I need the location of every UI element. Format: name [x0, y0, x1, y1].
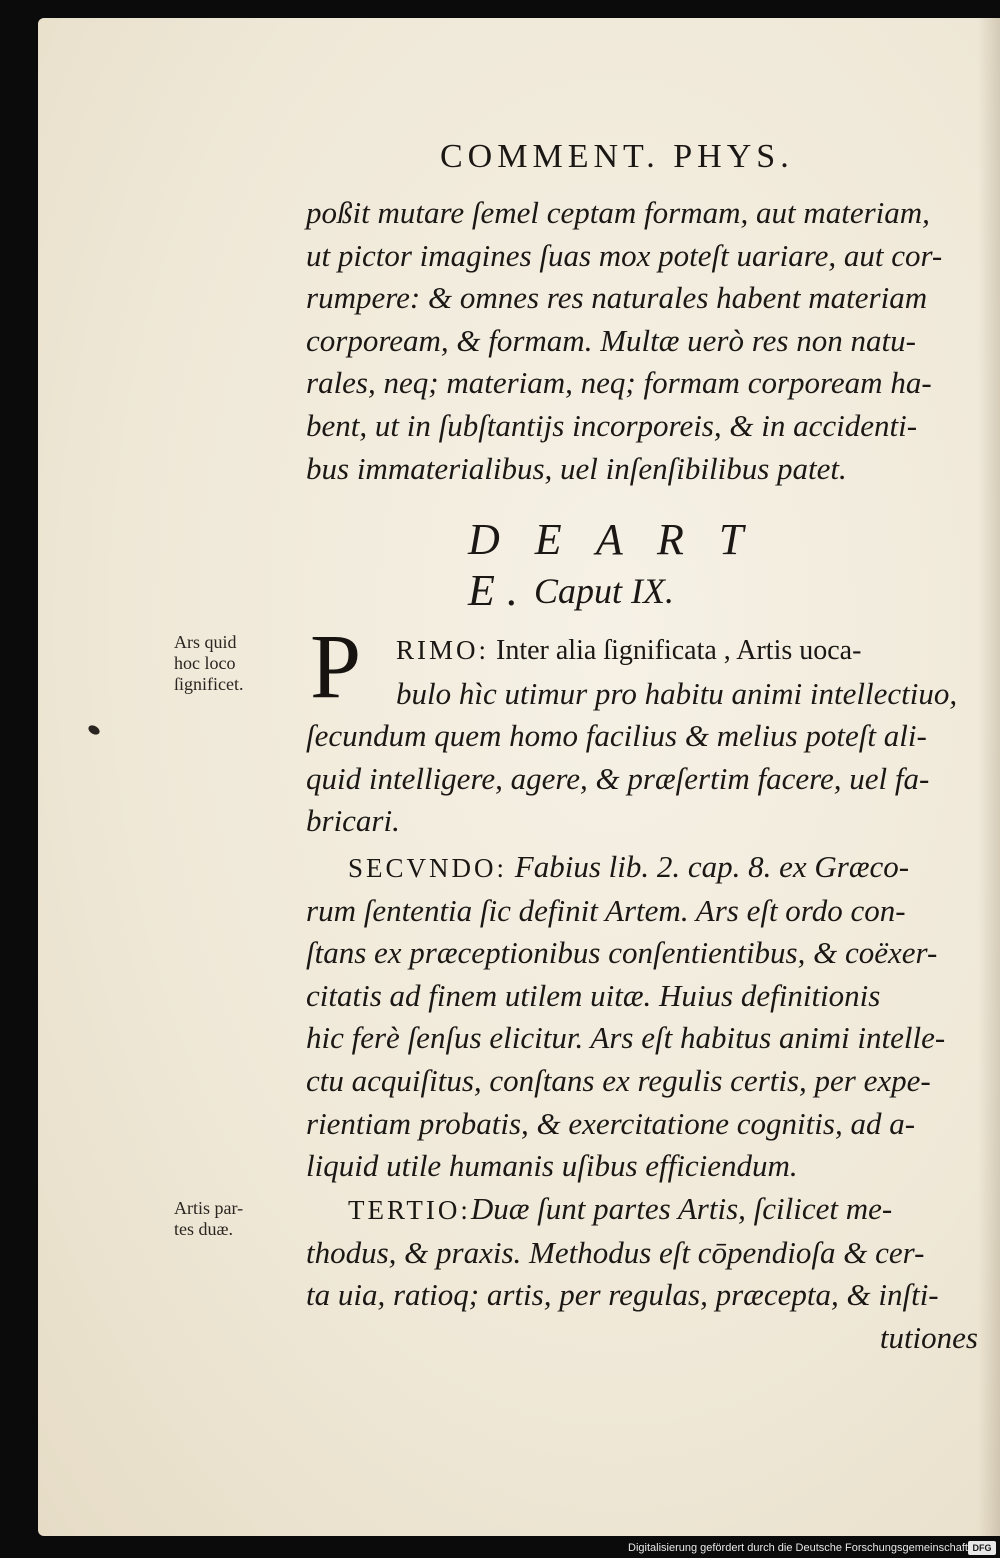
drop-cap-initial: P — [310, 615, 362, 717]
text-block-primo — [306, 628, 986, 843]
text-block-tertio — [306, 1188, 986, 1359]
section-keyword: TERTIO: — [348, 1195, 471, 1225]
margin-note-line: Artis par- — [174, 1198, 244, 1218]
text-line: bent, ut in ſubſtantijs incorporeis, & in accidenti- — [306, 407, 918, 443]
text-block-1 — [306, 192, 986, 490]
chapter-title: D E A R T E. — [468, 515, 755, 615]
text-line: corpoream, & formam. Multæ uerò res non natu- — [306, 322, 916, 358]
section-keyword: SECVNDO: — [348, 853, 508, 883]
text-line — [306, 846, 986, 890]
text-line-rest: Duæ ſunt partes Artis, ſcilicet me- — [470, 1191, 893, 1226]
footer-credit — [622, 1538, 1000, 1558]
footer-text: Digitalisierung gefördert durch die Deutsche Forschungsgemeinschaft — [628, 1542, 968, 1554]
text-line: bus immaterialibus, uel inſenſibilibus patet. — [306, 450, 847, 486]
dfg-logo: DFG — [968, 1541, 996, 1555]
margin-note-line: ſignificet. — [174, 674, 244, 694]
text-line: bulo hìc utimur pro habitu animi intellectiuo, — [396, 675, 958, 711]
text-line — [306, 628, 986, 673]
text-line: rum ſententia ſic definit Artem. Ars eſt ordo con- — [306, 892, 906, 928]
text-line: quid intelligere, agere, & præſertim facere, uel fa- — [306, 760, 930, 796]
text-line: rumpere: & omnes res naturales habent materiam — [306, 280, 928, 316]
margin-note-line: tes duæ. — [174, 1219, 234, 1239]
text-line: ctu acquiſitus, conſtans ex regulis certis, per expe- — [306, 1062, 931, 1098]
text-line: ut pictor imagines ſuas mox poteſt uariare, aut cor- — [306, 237, 943, 273]
book-page — [38, 18, 1000, 1536]
text-line: thodus, & praxis. Methodus eſt cōpendioſa & cer- — [306, 1234, 925, 1270]
chapter-subtitle: Caput IX. — [534, 571, 674, 611]
section-keyword: RIMO: — [396, 635, 490, 665]
text-line: liquid utile humanis uſibus efficiendum. — [306, 1148, 798, 1184]
running-head: COMMENT. PHYS. — [440, 138, 794, 175]
catchword: tutiones — [879, 1319, 978, 1355]
text-line-rest: Inter alia ſignificata , Artis uoca- — [489, 635, 862, 666]
text-line: ſtans ex præceptionibus conſentientibus, & coëxer- — [306, 935, 938, 971]
ink-spot — [87, 724, 101, 737]
text-line: hic ferè ſenſus elicitur. Ars eſt habitus animi intelle- — [306, 1020, 946, 1056]
text-line — [306, 1188, 986, 1232]
text-line: ſecundum quem homo facilius & melius poteſt ali- — [306, 718, 927, 754]
margin-note-ars-quid — [174, 632, 304, 695]
text-line: rales, neq; materiam, neq; formam corpoream ha- — [306, 365, 932, 401]
text-block-secundo — [306, 846, 986, 1188]
margin-note-line: hoc loco — [174, 653, 236, 673]
text-line: citatis ad finem utilem uitæ. Huius definitionis — [306, 977, 881, 1013]
text-line: rientiam probatis, & exercitatione cognitis, ad a- — [306, 1105, 916, 1141]
text-line: ta uia, ratioq; artis, per regulas, præcepta, & inſti- — [306, 1277, 939, 1313]
margin-note-line: Ars quid — [174, 632, 237, 652]
margin-note-artis-partes — [174, 1198, 304, 1240]
text-line: poßit mutare ſemel ceptam formam, aut materiam, — [306, 195, 930, 230]
text-line: bricari. — [306, 803, 400, 839]
text-line-rest: Fabius lib. 2. cap. 8. ex Græco- — [507, 849, 910, 884]
